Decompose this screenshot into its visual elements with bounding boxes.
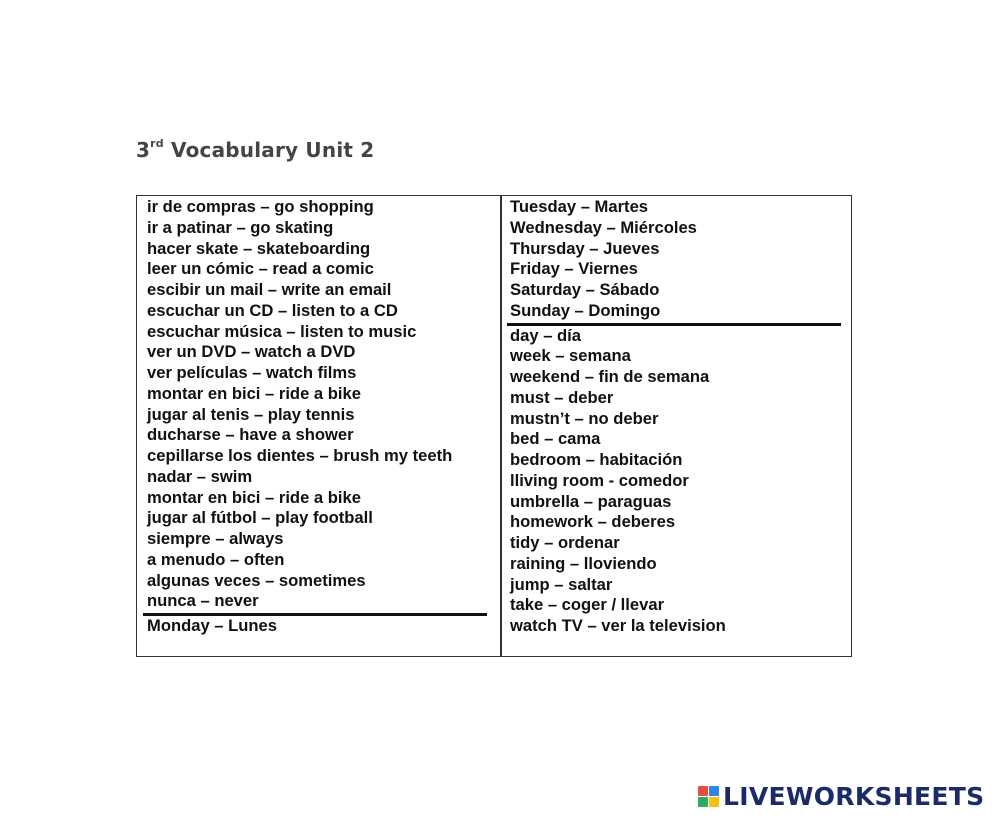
logo-square-blue — [709, 786, 719, 796]
column-divider — [500, 196, 502, 656]
vocab-entry: Tuesday – Martes — [510, 197, 649, 216]
right-column — [510, 197, 841, 637]
vocab-entry: Friday – Viernes — [510, 259, 638, 279]
vocab-entry: escibir un mail – write an email — [147, 280, 392, 299]
vocab-entry: ir de compras – go shopping — [147, 197, 374, 216]
vocab-entry: leer un cómic – read a comic — [147, 259, 374, 279]
vocab-entry: ver un DVD – watch a DVD — [147, 342, 356, 362]
vocab-entry: ver películas – watch films — [147, 363, 357, 382]
title-ordinal-suffix: rd — [150, 137, 164, 151]
vocab-entry: Saturday – Sábado — [510, 280, 660, 299]
vocab-entry: siempre – always — [147, 529, 284, 548]
vocab-entry: raining – lloviendo — [510, 553, 657, 573]
vocab-entry: lliving room - comedor — [510, 470, 689, 490]
vocab-entry: Thursday – Jueves — [510, 238, 660, 258]
logo-square-yellow — [709, 797, 719, 807]
vocab-entry: day – día — [510, 325, 582, 345]
vocab-entry: tidy – ordenar — [510, 533, 620, 552]
page-title — [136, 138, 374, 162]
vocab-entry: montar en bici – ride a bike — [147, 383, 361, 403]
vocab-entry: a menudo – often — [147, 549, 285, 569]
vocab-entry: bedroom – habitación — [510, 450, 683, 469]
vocab-entry: must – deber — [510, 387, 614, 407]
vocab-entry: algunas veces – sometimes — [147, 570, 366, 590]
title-text: Vocabulary Unit 2 — [163, 138, 375, 162]
vocab-entry: homework – deberes — [510, 512, 676, 532]
vocab-entry: nadar – swim — [147, 466, 253, 486]
left-column — [147, 197, 487, 637]
logo-square-green — [698, 797, 708, 807]
logo-square-red — [698, 786, 708, 796]
vocab-entry: weekend – fin de semana — [510, 367, 710, 386]
left-group-2 — [147, 616, 487, 637]
vocab-entry: cepillarse los dientes – brush my teeth — [147, 446, 453, 465]
vocab-entry: take – coger / llevar — [510, 595, 665, 615]
vocab-entry: ducharse – have a shower — [147, 425, 354, 445]
vocab-entry: watch TV – ver la television — [510, 616, 726, 635]
left-group-1 — [147, 197, 487, 612]
vocab-entry: Wednesday – Miércoles — [510, 217, 697, 237]
vocab-entry: Monday – Lunes — [147, 616, 278, 635]
vocab-entry: jugar al tenis – play tennis — [147, 404, 355, 424]
vocab-entry: hacer skate – skateboarding — [147, 238, 371, 258]
vocab-entry: jump – saltar — [510, 574, 613, 594]
vocabulary-table — [136, 195, 852, 657]
liveworksheets-logo-icon — [698, 786, 719, 807]
vocab-entry: escuchar un CD – listen to a CD — [147, 300, 398, 320]
vocab-entry: escuchar música – listen to music — [147, 321, 417, 341]
vocab-entry: week – semana — [510, 346, 631, 366]
vocab-entry: jugar al fútbol – play football — [147, 508, 373, 528]
vocab-entry: montar en bici – ride a bike — [147, 487, 361, 507]
vocab-entry: nunca – never — [147, 591, 259, 611]
liveworksheets-brand — [698, 782, 984, 811]
right-group-1 — [510, 197, 841, 322]
vocab-entry: mustn’t – no deber — [510, 408, 659, 428]
title-number: 3 — [136, 138, 151, 162]
vocab-entry: bed – cama — [510, 429, 601, 449]
vocab-entry: ir a patinar – go skating — [147, 217, 334, 237]
vocab-entry: umbrella – paraguas — [510, 491, 672, 511]
brand-name: LIVEWORKSHEETS — [723, 782, 985, 811]
right-group-2 — [510, 326, 841, 637]
vocab-entry: Sunday – Domingo — [510, 300, 661, 320]
